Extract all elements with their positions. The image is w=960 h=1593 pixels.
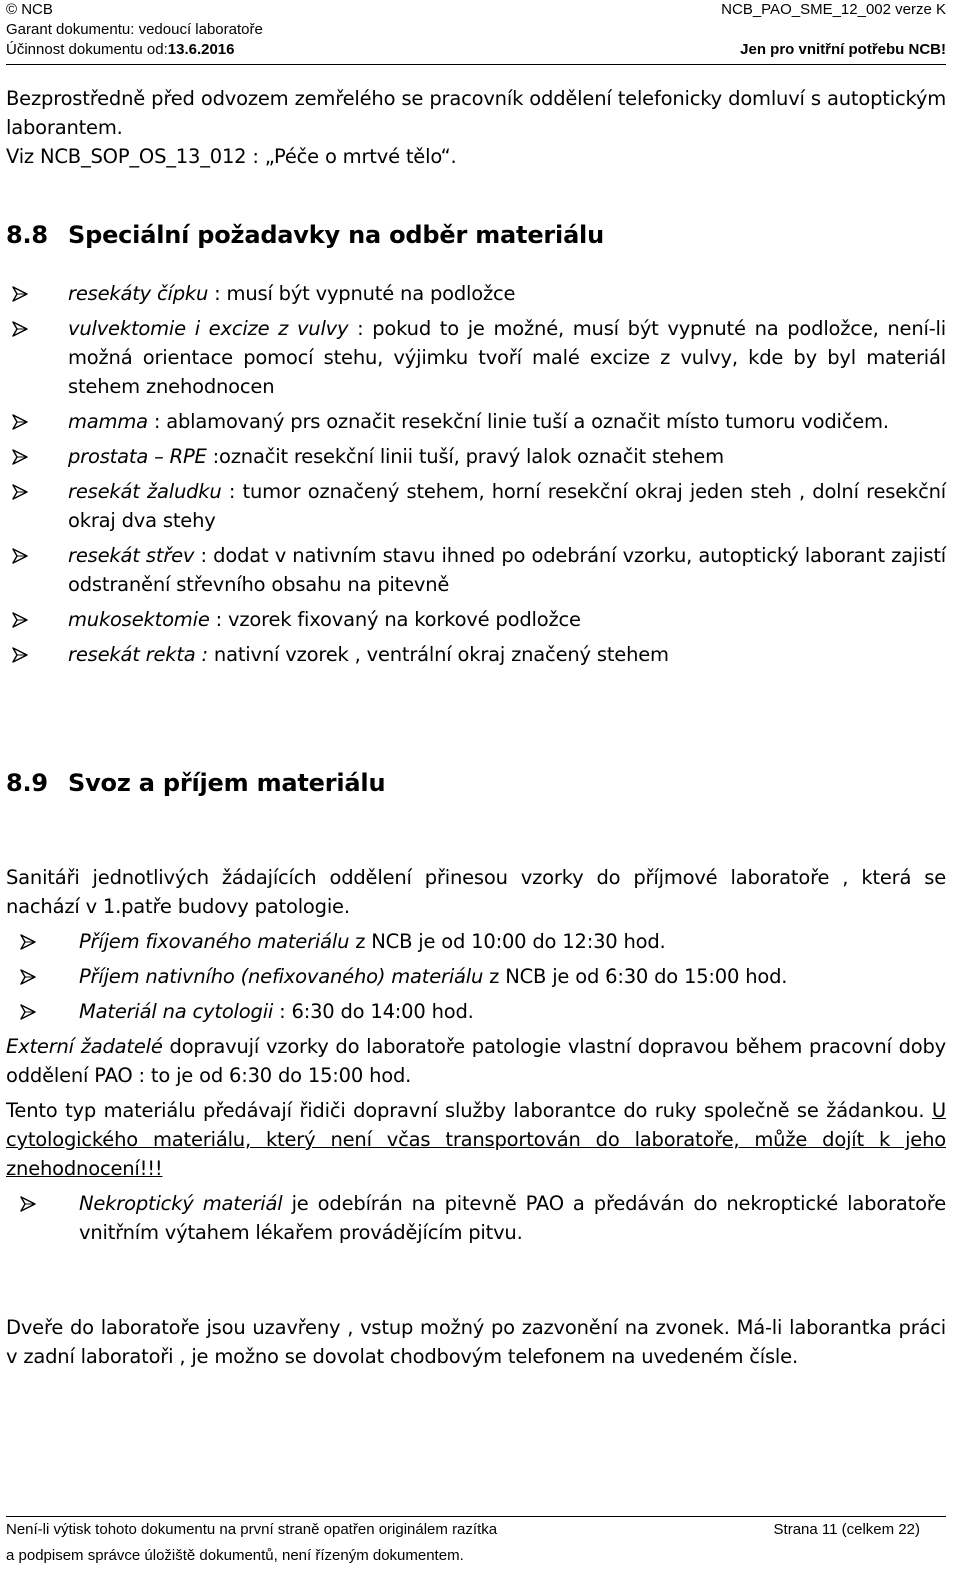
header-right [721,0,946,60]
arrow-bullet-icon [12,647,28,663]
arrow-bullet-icon [20,1196,36,1212]
internal-use-notice: Jen pro vnitřní potřebu NCB! [740,41,946,58]
external-requesters-paragraph: Externí žadatelé dopravují vzorky do laboratoře patologie vlastní dopravou během pracovní doby oddělení PAO : to je od 6:30 do 15:00 hod. [6,1035,946,1087]
arrow-bullet-icon [12,484,28,500]
couriers-paragraph: Sanitáři jednotlivých žádajících oddělení přinesou vzorky do příjmové laboratoře , která se nachází v 1.patře budovy patologie. [6,866,946,918]
arrow-bullet-icon [20,1004,36,1020]
list-item: Příjem fixovaného materiálu z NCB je od 10:00 do 12:30 hod. [6,927,946,956]
list-item: resekát střev : dodat v nativním stavu ihned po odebrání vzorku, autoptický laborant zajistí odstranění střevního obsahu na pitevně [6,541,946,599]
section-number: 8.9 [6,769,48,797]
effective-label: Účinnost dokumentu od: [6,41,168,58]
arrow-bullet-icon [12,321,28,337]
effective-date: 13.6.2016 [167,41,235,58]
list-item: Příjem nativního (nefixovaného) materiálu z NCB je od 6:30 do 15:00 hod. [6,962,946,991]
list-item: resekát žaludku : tumor označený stehem, horní resekční okraj jeden steh , dolní resekční okraj dva stehy [6,477,946,535]
section-heading-8-9 [6,767,946,799]
footer-notice-line-1: Není-li výtisk tohoto dokumentu na první straně opatřen originálem razítka [6,1521,498,1538]
copyright-text: © NCB [6,1,53,18]
list-item: vulvektomie i excize z vulvy : pokud to je možné, musí být vypnuté na podložce, není-li možná orientace pomocí stehu, výjimku tvoří malé excize z vulvy, kde by byl materiál stehem znehodnocen [6,314,946,401]
guarantor-text: Garant dokumentu: vedoucí laboratoře [6,21,263,38]
list-item: Materiál na cytologii : 6:30 do 14:00 hod. [6,997,946,1026]
reference-paragraph: Viz NCB_SOP_OS_13_012 : „Péče o mrtvé tělo“. [6,145,457,168]
page-number: Strana 11 (celkem 22) [773,1521,920,1538]
arrow-bullet-icon [12,449,28,465]
list-item: mukosektomie : vzorek fixovaný na korkové podložce [6,605,946,634]
arrow-bullet-icon [20,969,36,985]
list-item: resekát rekta : nativní vzorek , ventrální okraj značený stehem [6,640,946,669]
header-divider [6,64,946,65]
requirements-list [6,279,946,669]
document-id: NCB_PAO_SME_12_002 verze K [721,1,946,18]
document-body [6,80,946,1371]
arrow-bullet-icon [12,548,28,564]
section-title: Svoz a příjem materiálu [68,769,386,797]
section-title: Speciální požadavky na odběr materiálu [68,221,604,249]
list-item: mamma : ablamovaný prs označit resekční linie tuší a označit místo tumoru vodičem. [6,407,946,436]
page-header [6,0,946,64]
list-item: resekáty čípku : musí být vypnuté na podložce [6,279,946,308]
cytology-warning: U cytologického materiálu, který není včas transportován do laboratoře, může dojít k jeho znehodnocení!!! [6,1099,946,1180]
page-footer [6,1517,946,1569]
footer-notice-line-2: a podpisem správce úložiště dokumentů, není řízeným dokumentem. [6,1547,464,1564]
arrow-bullet-icon [12,612,28,628]
section-heading-8-8 [6,219,946,251]
doors-paragraph: Dveře do laboratoře jsou uzavřeny , vstup možný po zazvonění na zvonek. Má-li laborantka práci v zadní laboratoři , je možno se dovolat chodbovým telefonem na uvedeném čísle. [6,1316,946,1368]
arrow-bullet-icon [12,414,28,430]
arrow-bullet-icon [20,934,36,950]
reception-hours-list [6,927,946,1026]
arrow-bullet-icon [12,286,28,302]
header-left [6,0,263,60]
transport-paragraph: Tento typ materiálu předávají řidiči dopravní služby laborantce do ruky společně se žádankou. U cytologického materiálu, který není včas transportován do laboratoře, může dojít k jeho znehodnocení!!! [6,1099,946,1180]
list-item: Nekroptický materiál je odebírán na pitevně PAO a předáván do nekroptické laboratoře vnitřním výtahem lékařem provádějícím pitvu. [6,1189,946,1247]
effective-line [6,40,263,60]
list-item: prostata – RPE :označit resekční linii tuší, pravý lalok označit stehem [6,442,946,471]
intro-paragraph: Bezprostředně před odvozem zemřelého se pracovník oddělení telefonicky domluví s autoptickým laborantem. [6,87,946,139]
necroptic-list [6,1189,946,1247]
section-number: 8.8 [6,221,48,249]
